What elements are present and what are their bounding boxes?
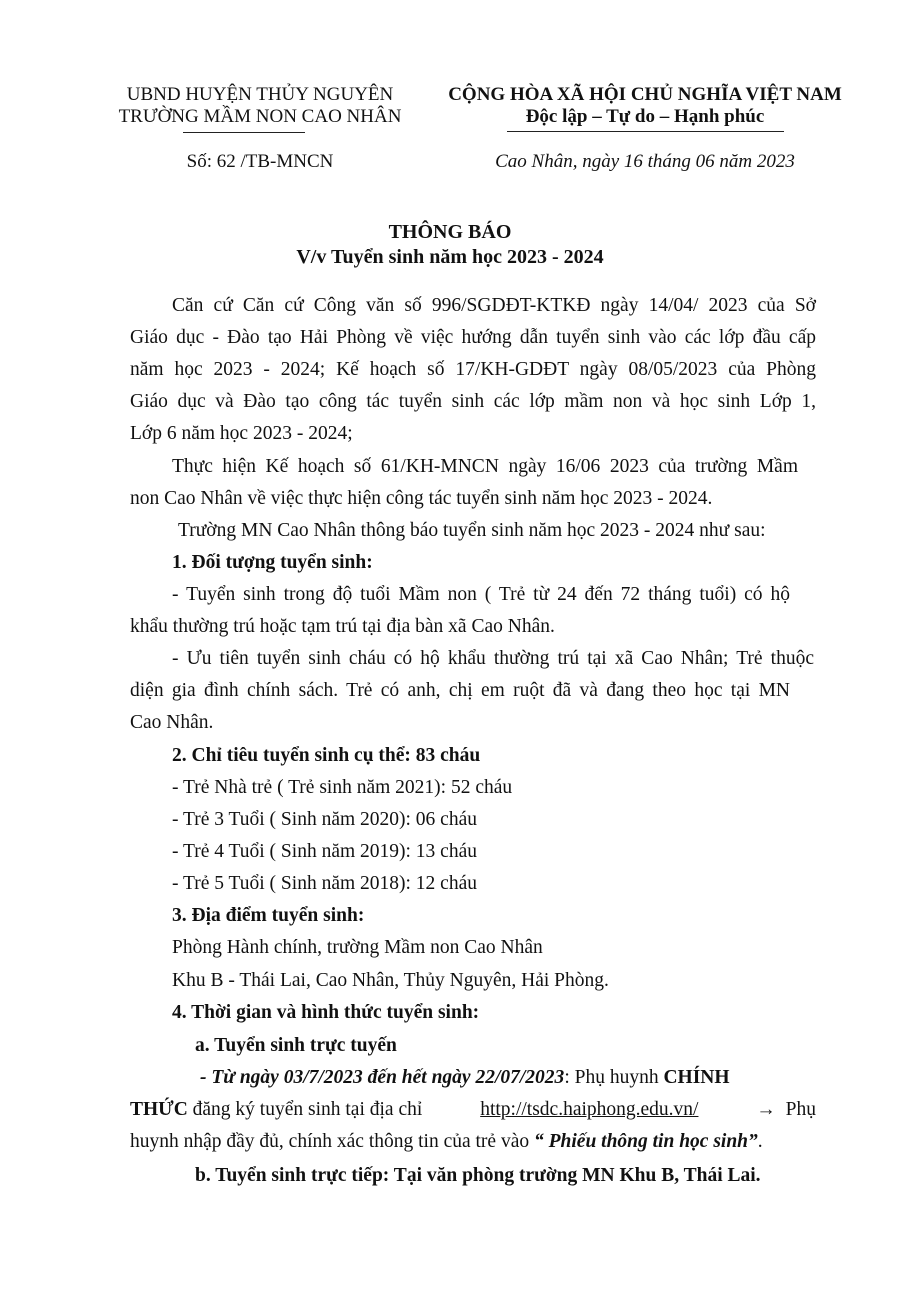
national-motto: Độc lập – Tự do – Hạnh phúc — [525, 106, 765, 127]
section-1-line: diện gia đình chính sách. Trẻ có anh, chị em ruột đã và đang theo học tại MN — [130, 680, 790, 701]
quota-item: - Trẻ 3 Tuổi ( Sinh năm 2020): 06 cháu — [172, 809, 477, 830]
intro-line: Căn cứ Căn cứ Công văn số 996/SGDĐT-KTKĐ ngày 14/04/ 2023 của Sở — [172, 295, 816, 316]
section-3-heading: 3. Địa điểm tuyển sinh: — [172, 905, 365, 926]
intro-line: năm học 2023 - 2024; Kế hoạch số 17/KH-GDĐT ngày 08/05/2023 của Phòng — [130, 359, 816, 380]
section-1-line: Cao Nhân. — [130, 712, 214, 733]
intro-line: Giáo dục - Đào tạo Hải Phòng về việc hướng dẫn tuyển sinh vào các lớp đầu cấp — [130, 327, 816, 348]
intro-line: Thực hiện Kế hoạch số 61/KH-MNCN ngày 16/06 2023 của trường Mầm — [172, 456, 798, 477]
student-form-name: “ Phiếu thông tin học sinh” — [533, 1131, 758, 1152]
location-line: Khu B - Thái Lai, Cao Nhân, Thủy Nguyên, Hải Phòng. — [172, 970, 609, 991]
registration-link[interactable]: http://tsdc.haiphong.edu.vn/ — [480, 1099, 699, 1120]
intro-line: Giáo dục và Đào tạo công tác tuyển sinh các lớp mầm non và học sinh Lớp 1, — [130, 391, 816, 412]
official-word: THỨC — [130, 1099, 188, 1120]
header-underline-left — [183, 132, 305, 133]
section-1-heading: 1. Đối tượng tuyển sinh: — [172, 552, 373, 573]
section-2-heading: 2. Chỉ tiêu tuyển sinh cụ thể: 83 cháu — [172, 745, 481, 766]
online-form-line — [130, 1126, 816, 1158]
online-text: Phụ — [785, 1099, 816, 1120]
authority-name: UBND HUYỆN THỦY NGUYÊN — [126, 84, 394, 105]
online-text: đăng ký tuyển sinh tại địa chỉ — [187, 1099, 423, 1120]
location-line: Phòng Hành chính, trường Mầm non Cao Nhân — [172, 937, 543, 958]
section-1-line: khẩu thường trú hoặc tạm trú tại địa bàn xã Cao Nhân. — [130, 616, 555, 637]
quota-item: - Trẻ Nhà trẻ ( Trẻ sinh năm 2021): 52 cháu — [172, 777, 513, 798]
page-title: THÔNG BÁO — [388, 221, 512, 243]
intro-line: Trường MN Cao Nhân thông báo tuyển sinh năm học 2023 - 2024 như sau: — [178, 520, 766, 541]
arrow-icon: → — [756, 1099, 776, 1120]
online-text: huynh nhập đầy đủ, chính xác thông tin của trẻ vào — [130, 1131, 534, 1152]
document-number: Số: 62 /TB-MNCN — [186, 151, 334, 172]
online-period: - Từ ngày 03/7/2023 đến hết ngày 22/07/2023 — [200, 1067, 565, 1088]
document-date: Cao Nhân, ngày 16 tháng 06 năm 2023 — [495, 151, 795, 172]
header-underline-right — [507, 131, 784, 132]
online-text: : Phụ huynh — [564, 1067, 664, 1088]
online-period-line — [200, 1062, 886, 1094]
school-name: TRƯỜNG MẦM NON CAO NHÂN — [118, 106, 402, 127]
quota-item: - Trẻ 4 Tuổi ( Sinh năm 2019): 13 cháu — [172, 841, 477, 862]
section-1-line: - Tuyển sinh trong độ tuổi Mầm non ( Trẻ từ 24 đến 72 tháng tuổi) có hộ — [172, 584, 790, 605]
intro-line: non Cao Nhân về việc thực hiện công tác tuyển sinh năm học 2023 - 2024. — [130, 488, 713, 509]
quota-item: - Trẻ 5 Tuổi ( Sinh năm 2018): 12 cháu — [172, 873, 477, 894]
page-subtitle: V/v Tuyển sinh năm học 2023 - 2024 — [296, 246, 604, 268]
intro-line: Lớp 6 năm học 2023 - 2024; — [130, 423, 353, 444]
section-1-line: - Ưu tiên tuyển sinh cháu có hộ khẩu thường trú tại xã Cao Nhân; Trẻ thuộc — [172, 648, 814, 669]
official-word: CHÍNH — [663, 1067, 730, 1088]
section-4-heading: 4. Thời gian và hình thức tuyển sinh: — [172, 1002, 480, 1023]
national-title: CỘNG HÒA XÃ HỘI CHỦ NGHĨA VIỆT NAM — [448, 84, 842, 105]
section-4a-heading: a. Tuyển sinh trực tuyến — [195, 1035, 397, 1056]
online-address-line — [130, 1094, 816, 1126]
section-4b-heading: b. Tuyển sinh trực tiếp: Tại văn phòng trường MN Khu B, Thái Lai. — [195, 1165, 761, 1186]
period-mark: . — [757, 1131, 763, 1152]
